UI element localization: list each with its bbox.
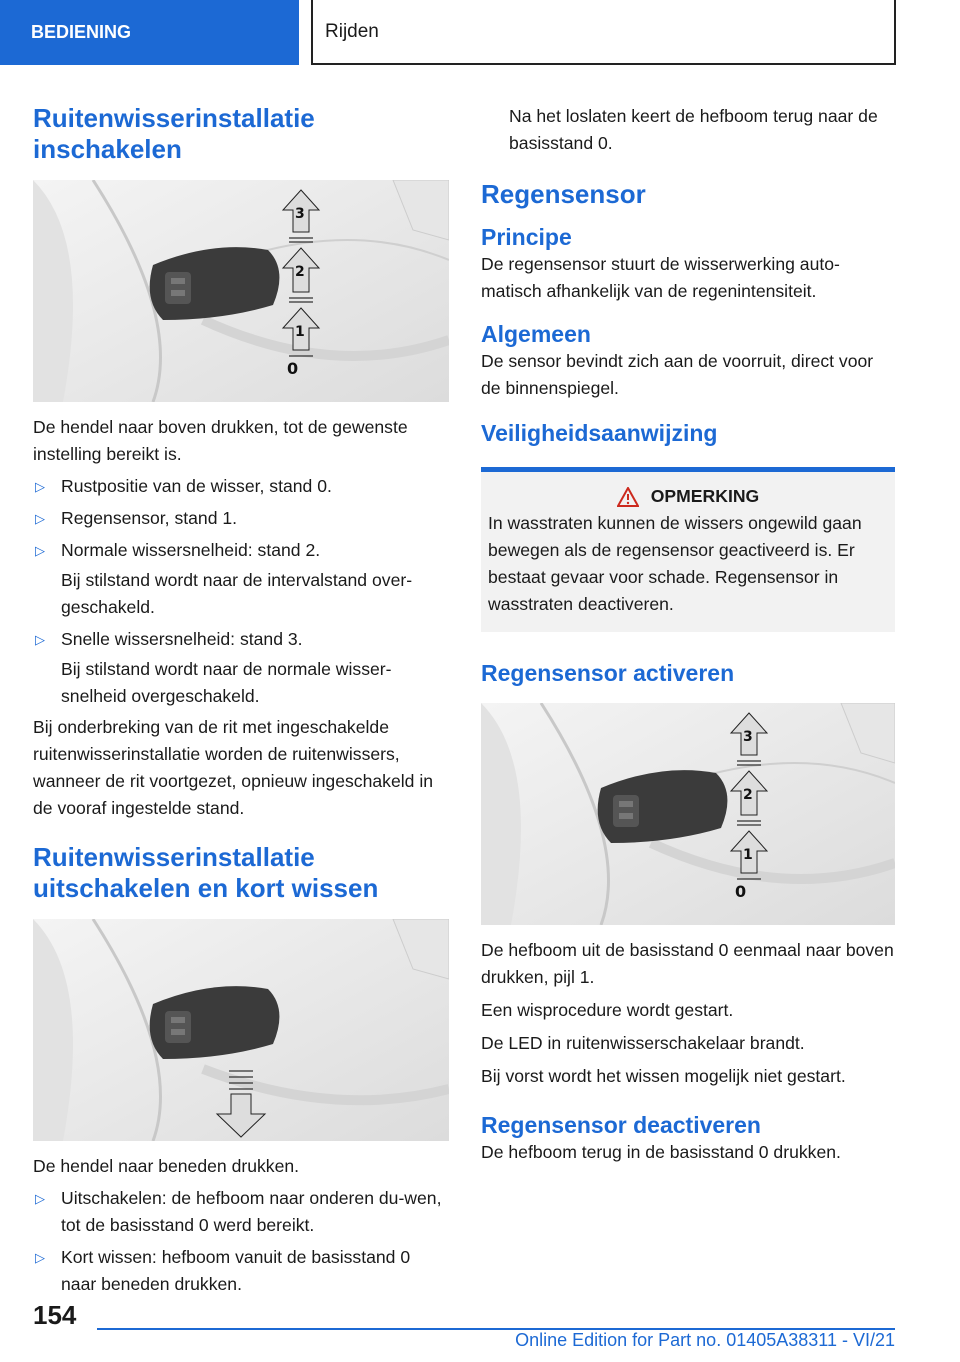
heading-rain-sensor: Regensensor — [481, 179, 646, 209]
activate-step: De LED in ruitenwisserschakelaar brandt. — [481, 1033, 805, 1053]
fig-label-2: 2 — [743, 787, 753, 803]
note-title: OPMERKING — [650, 486, 760, 506]
activate-step: Bij vorst wordt het wissen mogelijk niet gestart. — [481, 1066, 846, 1086]
figure-rain-sensor-lever — [481, 703, 895, 925]
heading-activate: Regensensor activeren — [481, 660, 735, 686]
note-title-row — [488, 486, 888, 507]
warning-triangle-icon — [617, 487, 639, 507]
fig-label-2: 2 — [295, 264, 305, 280]
list-item: ▷ Kort wissen: hefboom vanuit de basisstand 0 naar beneden drukken. — [33, 1244, 449, 1298]
list-item: ▷ Regensensor, stand 1. — [33, 505, 449, 532]
heading-general: Algemeen — [481, 321, 591, 347]
header-chapter-tab — [311, 0, 896, 65]
fig-label-1: 1 — [743, 847, 753, 863]
list-wiper-positions — [33, 473, 449, 710]
list-item: ▷ Rustpositie van de wisser, stand 0. — [33, 473, 449, 500]
header-section-label: BEDIENING — [31, 22, 132, 42]
left-column — [33, 103, 449, 1298]
fig-label-3: 3 — [295, 206, 305, 222]
activate-step: De hefboom uit de basisstand 0 eenmaal naar boven drukken, pijl 1. — [481, 940, 894, 987]
footer-edition: Online Edition for Part no. 01405A38311 - VI/21 — [515, 1330, 895, 1350]
paragraph-general: De sensor bevindt zich aan de voorruit, direct voor de binnenspiegel. — [481, 351, 874, 398]
list-wiper-off — [33, 1185, 449, 1298]
triangle-right-icon: ▷ — [35, 1250, 45, 1265]
triangle-right-icon: ▷ — [35, 1191, 45, 1206]
paragraph-lever-up: De hendel naar boven drukken, tot de gewenste instelling bereikt is. — [33, 417, 408, 464]
list-item-detail: Bij stilstand wordt naar de intervalstand over-geschakeld. — [61, 570, 413, 617]
heading-safety: Veiligheidsaanwijzing — [481, 420, 718, 446]
paragraph-interruption: Bij onderbreking van de rit met ingeschakelde ruitenwisserinstallatie worden de ruitenwissers, wanneer de rit voortgezet, opnieuw ingeschakeld in de vooraf ingestelde stand. — [33, 717, 434, 818]
paragraph-principle: De regensensor stuurt de wisserwerking auto-matisch afhankelijk van de regenintensiteit. — [481, 254, 840, 301]
figure-wiper-lever-up — [33, 180, 449, 402]
heading-wiper-off: Ruitenwisserinstallatie uitschakelen en kort wissen — [33, 842, 379, 903]
header-section-tab — [0, 0, 299, 65]
figure-wiper-lever-down — [33, 919, 449, 1141]
heading-deactivate: Regensensor deactiveren — [481, 1112, 761, 1138]
triangle-right-icon: ▷ — [35, 632, 45, 647]
activate-step: Een wisprocedure wordt gestart. — [481, 1000, 734, 1020]
heading-wiper-on: Ruitenwisserinstallatie inschakelen — [33, 103, 315, 164]
note-text: In wasstraten kunnen de wissers ongewild gaan bewegen als de regensensor geactiveerd is. Er bestaat gevaar voor schade. Regensensor in wasstraten deactiveren. — [488, 513, 862, 614]
paragraph-release: Na het loslaten keert de hefboom terug naar de basisstand 0. — [509, 106, 878, 153]
fig-label-0: 0 — [735, 882, 747, 901]
paragraph-lever-down: De hendel naar beneden drukken. — [33, 1156, 300, 1176]
page-number: 154 — [33, 1300, 77, 1330]
fig-label-3: 3 — [743, 729, 753, 745]
list-item-detail: Bij stilstand wordt naar de normale wisser-snelheid overgeschakeld. — [61, 659, 392, 706]
header-chapter-label: Rijden — [325, 20, 379, 42]
list-item: ▷ Snelle wissersnelheid: stand 3. Bij stilstand wordt naar de normale wisser-snelheid overgeschakeld. — [33, 626, 449, 710]
note-box — [481, 467, 895, 632]
right-column — [481, 103, 895, 1166]
fig-label-0: 0 — [287, 359, 299, 378]
activate-steps — [481, 937, 895, 1090]
fig-label-1: 1 — [295, 324, 305, 340]
heading-principle: Principe — [481, 224, 572, 250]
list-item: ▷ Uitschakelen: de hefboom naar onderen du-wen, tot de basisstand 0 werd bereikt. — [33, 1185, 449, 1239]
triangle-right-icon: ▷ — [35, 543, 45, 558]
triangle-right-icon: ▷ — [35, 479, 45, 494]
list-item: ▷ Normale wissersnelheid: stand 2. Bij stilstand wordt naar de intervalstand over-geschakeld. — [33, 537, 449, 621]
triangle-right-icon: ▷ — [35, 511, 45, 526]
paragraph-deactivate: De hefboom terug in de basisstand 0 drukken. — [481, 1142, 841, 1162]
